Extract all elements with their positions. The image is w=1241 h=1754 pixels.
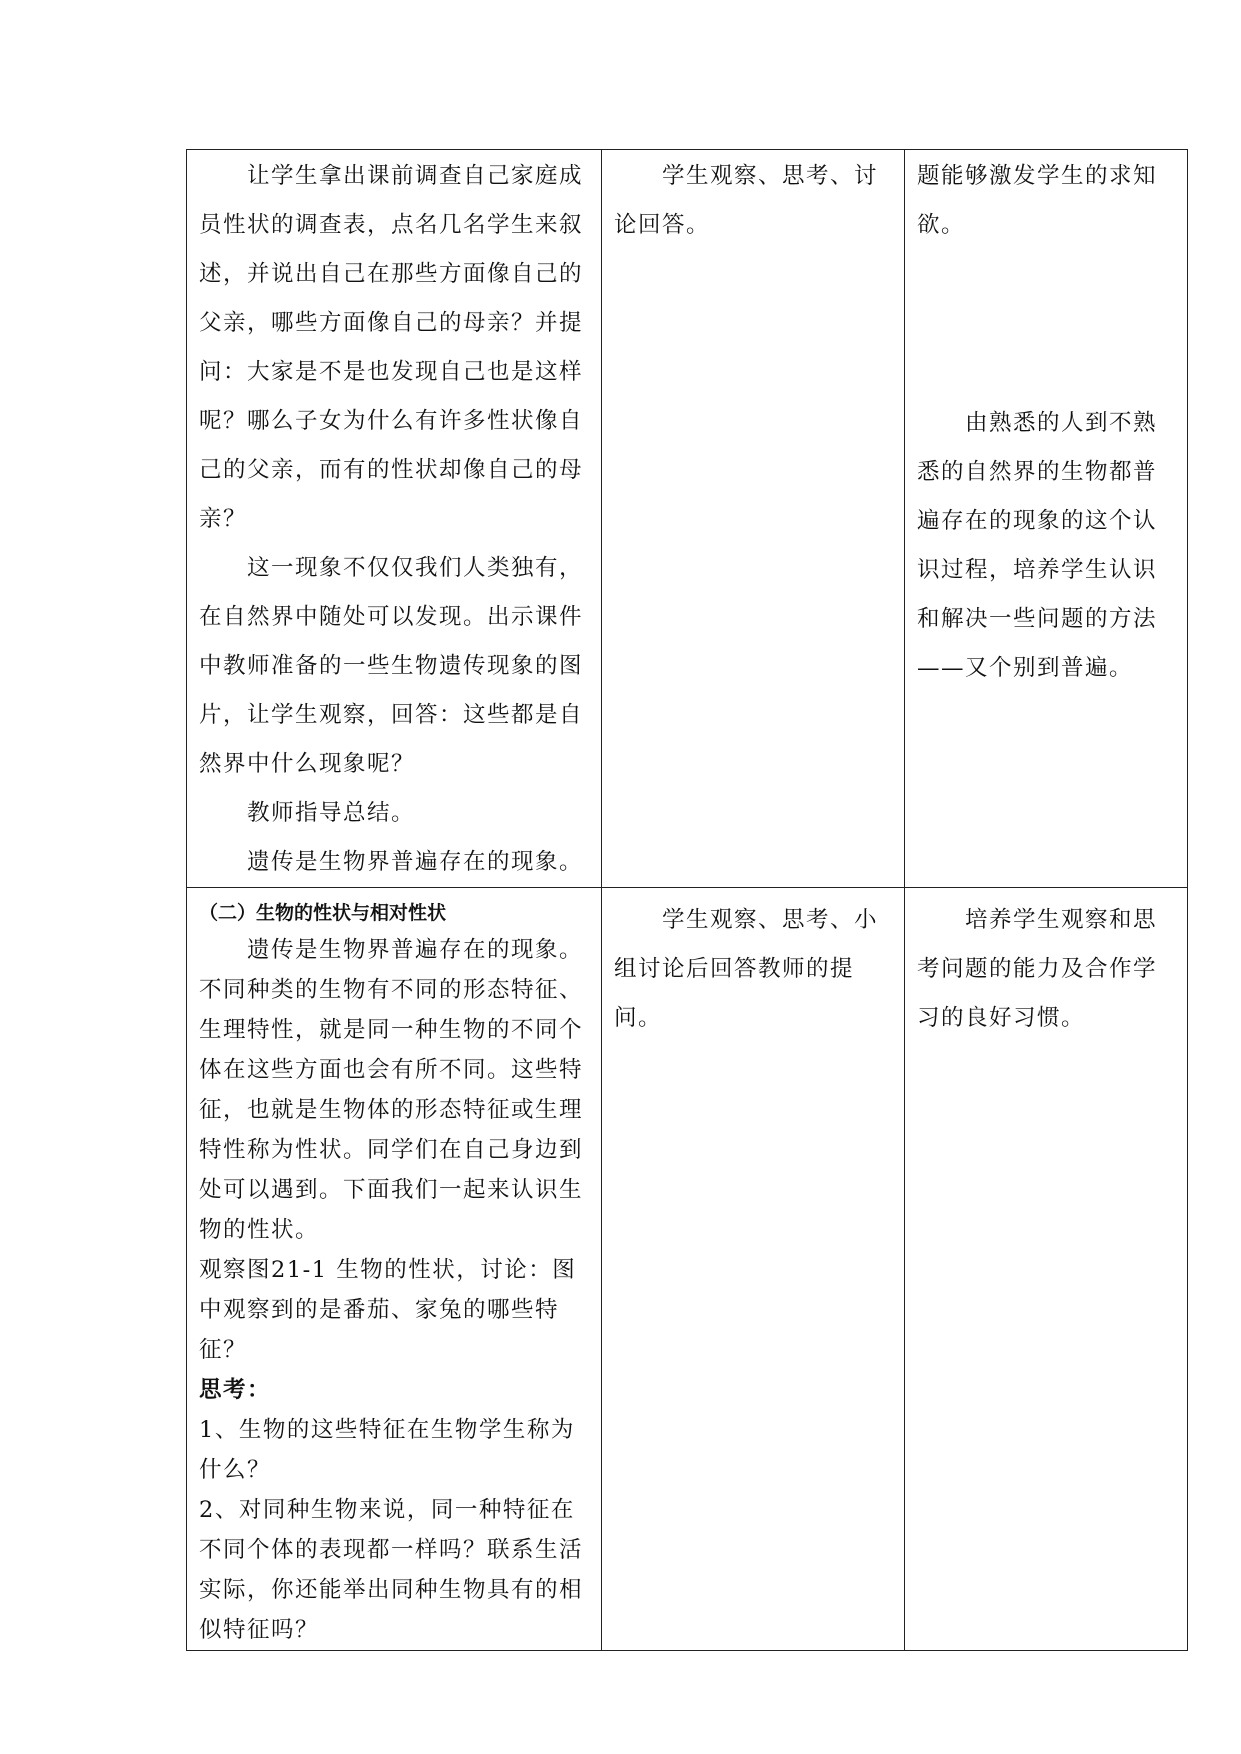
teacher-activity-cell xyxy=(187,888,602,1651)
table-row xyxy=(187,150,1188,888)
question-1: 1、生物的这些特征在生物学生称为什么？ xyxy=(199,1417,575,1483)
paragraph: 遗传是生物界普遍存在的现象。 xyxy=(247,849,584,875)
paragraph: 教师指导总结。 xyxy=(247,800,416,826)
paragraph: 题能够激发学生的求知欲。 xyxy=(917,163,1158,238)
paragraph: 让学生拿出课前调查自己家庭成员性状的调查表，点名几名学生来叙述，并说出自己在那些方面像自己的父亲，哪些方面像自己的母亲？并提问：大家是不是也发现自己也是这样呢？哪么子女为什么有许多性状像自己的父亲，而有的性状却像自己的母亲？ xyxy=(199,163,584,532)
lesson-plan-table xyxy=(186,149,1188,1651)
paragraph: 这一现象不仅仅我们人类独有，在自然界中随处可以发现。出示课件中教师准备的一些生物遗传现象的图片，让学生观察，回答：这些都是自然界中什么现象呢？ xyxy=(199,555,584,777)
paragraph: 遗传是生物界普遍存在的现象。不同种类的生物有不同的形态特征、生理特性，就是同一种生物的不同个体在这些方面也会有所不同。这些特征，也就是生物体的形态特征或生理特性称为性状。同学们在自己身边到处可以遇到。下面我们一起来认识生物的性状。 xyxy=(199,937,584,1243)
paragraph: 学生观察、思考、小组讨论后回答教师的提问。 xyxy=(614,907,879,1031)
table-row xyxy=(187,888,1188,1651)
question-2: 2、对同种生物来说，同一种特征在不同个体的表现都一样吗？联系生活实际，你还能举出同种生物具有的相似特征吗？ xyxy=(199,1497,584,1643)
paragraph: 培养学生观察和思考问题的能力及合作学习的良好习惯。 xyxy=(917,907,1158,1031)
section-heading: （二）生物的性状与相对性状 xyxy=(199,902,447,924)
teacher-activity-cell xyxy=(187,150,602,888)
think-label: 思考： xyxy=(199,1377,272,1403)
design-intent-cell xyxy=(905,888,1188,1651)
student-activity-cell xyxy=(602,888,905,1651)
paragraph: 学生观察、思考、讨论回答。 xyxy=(614,163,879,238)
paragraph: 观察图21-1 生物的性状，讨论：图中观察到的是番茄、家兔的哪些特征？ xyxy=(199,1257,577,1363)
student-activity-cell xyxy=(602,150,905,888)
design-intent-cell xyxy=(905,150,1188,888)
paragraph: 由熟悉的人到不熟悉的自然界的生物都普遍存在的现象的这个认识过程，培养学生认识和解决一些问题的方法——又个别到普遍。 xyxy=(917,410,1158,681)
